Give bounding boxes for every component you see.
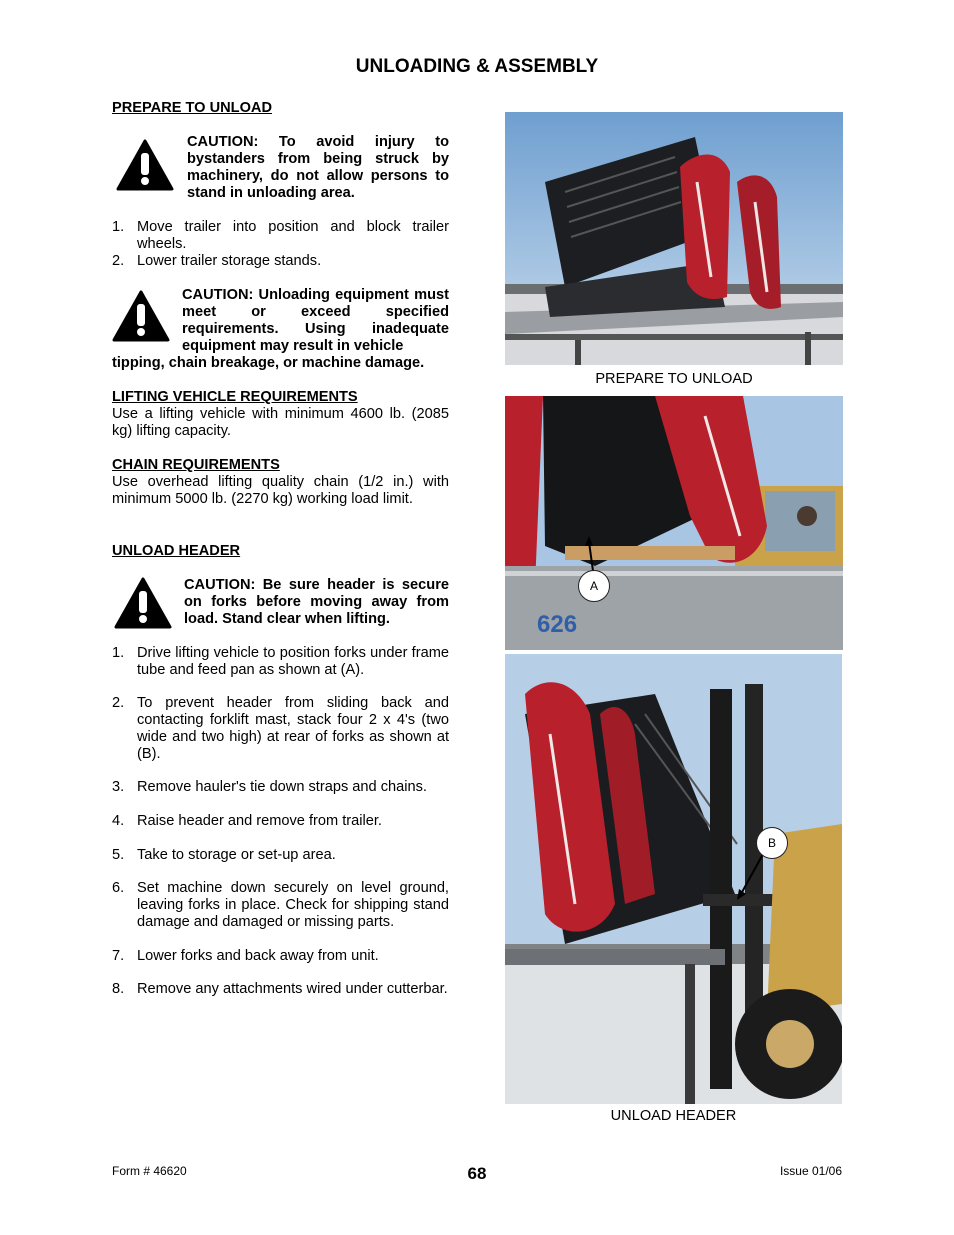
callout-b: B bbox=[756, 827, 788, 859]
warning-icon bbox=[112, 290, 170, 342]
caution-bystanders: CAUTION: To avoid injury to bystanders from being struck by machinery, do not allow persons to stand in unloading area. bbox=[187, 134, 449, 201]
unload-step-5 bbox=[112, 847, 449, 864]
caution-equipment: CAUTION: Unloading equipment must meet or exceed specified requirements. Using inadequate equipment may result in vehicle bbox=[182, 287, 449, 354]
list-item: 3. Remove hauler's tie down straps and chains. bbox=[112, 779, 427, 795]
footer-issue: Issue 01/06 bbox=[779, 1164, 842, 1178]
page-number: 68 bbox=[467, 1164, 487, 1183]
prepare-steps-list bbox=[112, 219, 449, 270]
unload-step-8 bbox=[112, 981, 449, 998]
photo-unload-header bbox=[505, 654, 842, 1104]
list-item: 1. Drive lifting vehicle to position forks under frame tube and feed pan as shown at (A). bbox=[112, 645, 449, 678]
chain-requirements-text: Use overhead lifting quality chain (1/2 in.) with minimum 5000 lb. (2270 kg) working load limit. bbox=[112, 474, 449, 507]
photo-prepare-to-unload bbox=[505, 112, 843, 365]
heading-lifting-vehicle: LIFTING VEHICLE REQUIREMENTS bbox=[112, 389, 358, 405]
photo-forks-position bbox=[505, 396, 843, 650]
list-item: 2. Lower trailer storage stands. bbox=[112, 253, 322, 269]
caution-secure-header: CAUTION: Be sure header is secure on forks before moving away from load. Stand clear when lifting. bbox=[184, 577, 449, 627]
warning-icon bbox=[116, 139, 174, 191]
footer-form-number: Form # 46620 bbox=[112, 1164, 187, 1178]
list-item: 7. Lower forks and back away from unit. bbox=[112, 948, 379, 964]
callout-a: A bbox=[578, 570, 610, 602]
unload-step-1 bbox=[112, 645, 449, 679]
warning-icon bbox=[114, 577, 172, 629]
unload-step-4 bbox=[112, 813, 449, 830]
caption-unload-header: UNLOAD HEADER bbox=[610, 1108, 737, 1124]
trailer-number: 626 bbox=[537, 611, 578, 638]
list-item: 8. Remove any attachments wired under cutterbar. bbox=[112, 981, 448, 997]
unload-step-6 bbox=[112, 880, 449, 931]
caution-equipment-tail: tipping, chain breakage, or machine damage. bbox=[112, 355, 425, 371]
unload-step-2 bbox=[112, 695, 449, 763]
unload-step-3 bbox=[112, 779, 449, 796]
heading-chain-requirements: CHAIN REQUIREMENTS bbox=[112, 457, 280, 473]
list-item: 1. Move trailer into position and block trailer wheels. bbox=[112, 219, 449, 252]
list-item: 2. To prevent header from sliding back and contacting forklift mast, stack four 2 x 4's (two wide and two high) at rear of forks as shown at (B). bbox=[112, 695, 449, 762]
lifting-vehicle-text: Use a lifting vehicle with minimum 4600 lb. (2085 kg) lifting capacity. bbox=[112, 406, 449, 439]
list-item: 4. Raise header and remove from trailer. bbox=[112, 813, 382, 829]
caption-prepare-to-unload: PREPARE TO UNLOAD bbox=[595, 371, 753, 387]
list-item: 6. Set machine down securely on level ground, leaving forks in place. Check for shipping stand damage and damaged or missing parts. bbox=[112, 880, 449, 930]
heading-unload-header: UNLOAD HEADER bbox=[112, 543, 241, 559]
list-item: 5. Take to storage or set-up area. bbox=[112, 847, 336, 863]
heading-prepare-to-unload: PREPARE TO UNLOAD bbox=[112, 100, 273, 116]
page-title: UNLOADING & ASSEMBLY bbox=[355, 56, 599, 77]
unload-step-7 bbox=[112, 948, 449, 965]
